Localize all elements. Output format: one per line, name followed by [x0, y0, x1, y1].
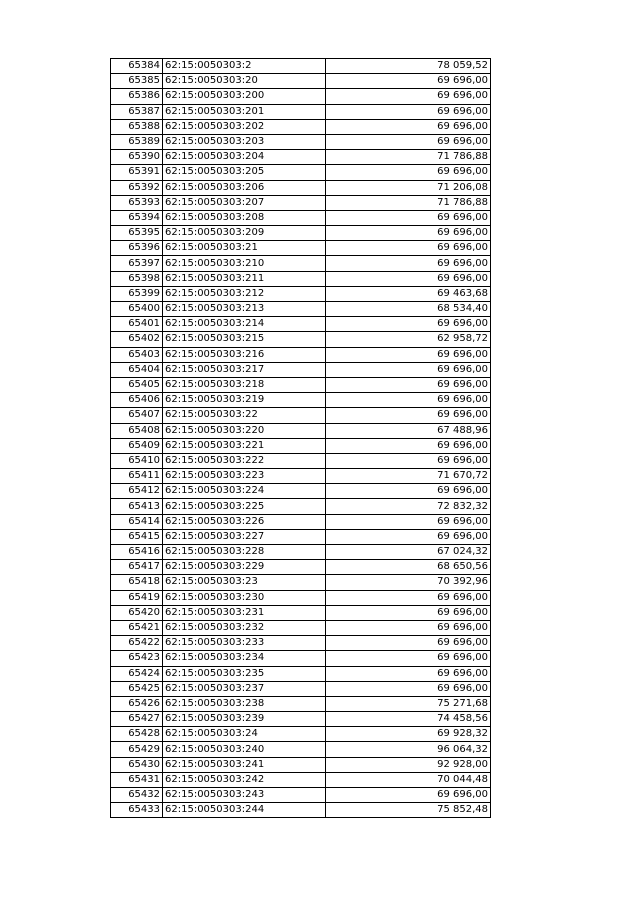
row-number-cell: 65428: [111, 727, 163, 742]
row-number-cell: 65395: [111, 226, 163, 241]
cadastral-number-cell: 62:15:0050303:220: [163, 423, 326, 438]
row-number-cell: 65420: [111, 605, 163, 620]
cadastral-number-cell: 62:15:0050303:202: [163, 119, 326, 134]
table-row: [111, 696, 491, 711]
value-cell: 74 458,56: [326, 712, 491, 727]
value-cell: 69 696,00: [326, 620, 491, 635]
row-number-cell: 65387: [111, 104, 163, 119]
row-number-cell: 65409: [111, 438, 163, 453]
value-cell: 62 958,72: [326, 332, 491, 347]
cadastral-number-cell: 62:15:0050303:232: [163, 620, 326, 635]
cadastral-number-cell: 62:15:0050303:241: [163, 757, 326, 772]
value-cell: 70 044,48: [326, 772, 491, 787]
cadastral-number-cell: 62:15:0050303:243: [163, 788, 326, 803]
table-row: [111, 438, 491, 453]
row-number-cell: 65403: [111, 347, 163, 362]
row-number-cell: 65421: [111, 620, 163, 635]
value-cell: 69 696,00: [326, 636, 491, 651]
table-row: [111, 226, 491, 241]
table-row: [111, 59, 491, 74]
row-number-cell: 65404: [111, 362, 163, 377]
table-row: [111, 514, 491, 529]
cadastral-number-cell: 62:15:0050303:228: [163, 545, 326, 560]
value-cell: 69 696,00: [326, 529, 491, 544]
value-cell: 69 696,00: [326, 514, 491, 529]
cadastral-number-cell: 62:15:0050303:216: [163, 347, 326, 362]
row-number-cell: 65400: [111, 302, 163, 317]
row-number-cell: 65393: [111, 195, 163, 210]
table-row: [111, 636, 491, 651]
row-number-cell: 65430: [111, 757, 163, 772]
table-row: [111, 484, 491, 499]
table-row: [111, 104, 491, 119]
cadastral-number-cell: 62:15:0050303:244: [163, 803, 326, 818]
value-cell: 69 696,00: [326, 241, 491, 256]
row-number-cell: 65391: [111, 165, 163, 180]
cadastral-number-cell: 62:15:0050303:222: [163, 453, 326, 468]
value-cell: 69 696,00: [326, 256, 491, 271]
table-row: [111, 803, 491, 818]
row-number-cell: 65396: [111, 241, 163, 256]
table-row: [111, 332, 491, 347]
value-cell: 69 928,32: [326, 727, 491, 742]
table-row: [111, 651, 491, 666]
cadastral-number-cell: 62:15:0050303:21: [163, 241, 326, 256]
value-cell: 69 696,00: [326, 165, 491, 180]
table-row: [111, 408, 491, 423]
table-body: [111, 59, 491, 818]
table-row: [111, 347, 491, 362]
row-number-cell: 65413: [111, 499, 163, 514]
table-row: [111, 605, 491, 620]
table-row: [111, 772, 491, 787]
value-cell: 69 696,00: [326, 347, 491, 362]
row-number-cell: 65414: [111, 514, 163, 529]
table-row: [111, 89, 491, 104]
cadastral-number-cell: 62:15:0050303:234: [163, 651, 326, 666]
row-number-cell: 65429: [111, 742, 163, 757]
cadastral-number-cell: 62:15:0050303:240: [163, 742, 326, 757]
row-number-cell: 65386: [111, 89, 163, 104]
cadastral-number-cell: 62:15:0050303:230: [163, 590, 326, 605]
row-number-cell: 65410: [111, 453, 163, 468]
value-cell: 71 206,08: [326, 180, 491, 195]
value-cell: 70 392,96: [326, 575, 491, 590]
row-number-cell: 65399: [111, 286, 163, 301]
row-number-cell: 65416: [111, 545, 163, 560]
cadastral-number-cell: 62:15:0050303:201: [163, 104, 326, 119]
row-number-cell: 65397: [111, 256, 163, 271]
cadastral-number-cell: 62:15:0050303:206: [163, 180, 326, 195]
value-cell: 69 696,00: [326, 119, 491, 134]
value-cell: 69 696,00: [326, 788, 491, 803]
value-cell: 75 852,48: [326, 803, 491, 818]
cadastral-number-cell: 62:15:0050303:233: [163, 636, 326, 651]
cadastral-number-cell: 62:15:0050303:227: [163, 529, 326, 544]
cadastral-number-cell: 62:15:0050303:229: [163, 560, 326, 575]
table-row: [111, 499, 491, 514]
value-cell: 72 832,32: [326, 499, 491, 514]
value-cell: 69 696,00: [326, 104, 491, 119]
table-row: [111, 362, 491, 377]
value-cell: 78 059,52: [326, 59, 491, 74]
row-number-cell: 65407: [111, 408, 163, 423]
cadastral-number-cell: 62:15:0050303:238: [163, 696, 326, 711]
cadastral-number-cell: 62:15:0050303:242: [163, 772, 326, 787]
cadastral-number-cell: 62:15:0050303:217: [163, 362, 326, 377]
row-number-cell: 65432: [111, 788, 163, 803]
table-row: [111, 423, 491, 438]
data-table: [110, 58, 491, 818]
cadastral-number-cell: 62:15:0050303:231: [163, 605, 326, 620]
cadastral-number-cell: 62:15:0050303:224: [163, 484, 326, 499]
value-cell: 67 488,96: [326, 423, 491, 438]
row-number-cell: 65431: [111, 772, 163, 787]
value-cell: 69 696,00: [326, 590, 491, 605]
row-number-cell: 65417: [111, 560, 163, 575]
cadastral-number-cell: 62:15:0050303:213: [163, 302, 326, 317]
table-row: [111, 712, 491, 727]
table-row: [111, 590, 491, 605]
table-row: [111, 529, 491, 544]
table-row: [111, 317, 491, 332]
row-number-cell: 65405: [111, 377, 163, 392]
row-number-cell: 65411: [111, 469, 163, 484]
table-row: [111, 788, 491, 803]
row-number-cell: 65418: [111, 575, 163, 590]
row-number-cell: 65423: [111, 651, 163, 666]
value-cell: 69 696,00: [326, 651, 491, 666]
value-cell: 69 696,00: [326, 226, 491, 241]
cadastral-number-cell: 62:15:0050303:218: [163, 377, 326, 392]
cadastral-number-cell: 62:15:0050303:2: [163, 59, 326, 74]
table-row: [111, 620, 491, 635]
row-number-cell: 65427: [111, 712, 163, 727]
cadastral-number-cell: 62:15:0050303:22: [163, 408, 326, 423]
cadastral-number-cell: 62:15:0050303:205: [163, 165, 326, 180]
value-cell: 96 064,32: [326, 742, 491, 757]
value-cell: 71 786,88: [326, 195, 491, 210]
row-number-cell: 65390: [111, 150, 163, 165]
row-number-cell: 65392: [111, 180, 163, 195]
cadastral-number-cell: 62:15:0050303:221: [163, 438, 326, 453]
table-row: [111, 286, 491, 301]
table-row: [111, 681, 491, 696]
table-row: [111, 757, 491, 772]
row-number-cell: 65388: [111, 119, 163, 134]
cadastral-number-cell: 62:15:0050303:208: [163, 210, 326, 225]
table-row: [111, 241, 491, 256]
row-number-cell: 65412: [111, 484, 163, 499]
row-number-cell: 65384: [111, 59, 163, 74]
value-cell: 69 696,00: [326, 666, 491, 681]
table-row: [111, 575, 491, 590]
row-number-cell: 65406: [111, 393, 163, 408]
value-cell: 69 696,00: [326, 271, 491, 286]
table-row: [111, 742, 491, 757]
value-cell: 69 696,00: [326, 377, 491, 392]
cadastral-number-cell: 62:15:0050303:20: [163, 74, 326, 89]
table-row: [111, 453, 491, 468]
row-number-cell: 65422: [111, 636, 163, 651]
value-cell: 69 696,00: [326, 681, 491, 696]
table-row: [111, 210, 491, 225]
table-row: [111, 150, 491, 165]
cadastral-number-cell: 62:15:0050303:239: [163, 712, 326, 727]
table-row: [111, 74, 491, 89]
value-cell: 75 271,68: [326, 696, 491, 711]
row-number-cell: 65426: [111, 696, 163, 711]
table-row: [111, 377, 491, 392]
cadastral-number-cell: 62:15:0050303:23: [163, 575, 326, 590]
cadastral-number-cell: 62:15:0050303:219: [163, 393, 326, 408]
cadastral-number-cell: 62:15:0050303:235: [163, 666, 326, 681]
row-number-cell: 65401: [111, 317, 163, 332]
row-number-cell: 65425: [111, 681, 163, 696]
row-number-cell: 65424: [111, 666, 163, 681]
cadastral-number-cell: 62:15:0050303:215: [163, 332, 326, 347]
table-row: [111, 727, 491, 742]
cadastral-number-cell: 62:15:0050303:24: [163, 727, 326, 742]
table-row: [111, 165, 491, 180]
value-cell: 71 786,88: [326, 150, 491, 165]
value-cell: 69 696,00: [326, 362, 491, 377]
table-row: [111, 666, 491, 681]
table-row: [111, 302, 491, 317]
cadastral-number-cell: 62:15:0050303:203: [163, 134, 326, 149]
value-cell: 71 670,72: [326, 469, 491, 484]
cadastral-number-cell: 62:15:0050303:204: [163, 150, 326, 165]
row-number-cell: 65389: [111, 134, 163, 149]
cadastral-number-cell: 62:15:0050303:211: [163, 271, 326, 286]
value-cell: 69 696,00: [326, 134, 491, 149]
row-number-cell: 65402: [111, 332, 163, 347]
value-cell: 67 024,32: [326, 545, 491, 560]
value-cell: 69 696,00: [326, 484, 491, 499]
cadastral-number-cell: 62:15:0050303:200: [163, 89, 326, 104]
value-cell: 69 696,00: [326, 393, 491, 408]
row-number-cell: 65433: [111, 803, 163, 818]
cadastral-number-cell: 62:15:0050303:223: [163, 469, 326, 484]
cadastral-number-cell: 62:15:0050303:209: [163, 226, 326, 241]
value-cell: 69 696,00: [326, 210, 491, 225]
row-number-cell: 65408: [111, 423, 163, 438]
row-number-cell: 65394: [111, 210, 163, 225]
value-cell: 69 696,00: [326, 438, 491, 453]
row-number-cell: 65419: [111, 590, 163, 605]
cadastral-number-cell: 62:15:0050303:207: [163, 195, 326, 210]
table-row: [111, 256, 491, 271]
value-cell: 69 696,00: [326, 317, 491, 332]
cadastral-number-cell: 62:15:0050303:210: [163, 256, 326, 271]
value-cell: 69 696,00: [326, 408, 491, 423]
value-cell: 69 696,00: [326, 74, 491, 89]
table-row: [111, 271, 491, 286]
row-number-cell: 65415: [111, 529, 163, 544]
value-cell: 69 696,00: [326, 89, 491, 104]
value-cell: 69 696,00: [326, 605, 491, 620]
value-cell: 69 696,00: [326, 453, 491, 468]
table-row: [111, 195, 491, 210]
row-number-cell: 65385: [111, 74, 163, 89]
table-row: [111, 545, 491, 560]
value-cell: 92 928,00: [326, 757, 491, 772]
value-cell: 68 650,56: [326, 560, 491, 575]
cadastral-number-cell: 62:15:0050303:214: [163, 317, 326, 332]
row-number-cell: 65398: [111, 271, 163, 286]
table-row: [111, 180, 491, 195]
table-row: [111, 560, 491, 575]
cadastral-number-cell: 62:15:0050303:237: [163, 681, 326, 696]
cadastral-number-cell: 62:15:0050303:212: [163, 286, 326, 301]
cadastral-number-cell: 62:15:0050303:226: [163, 514, 326, 529]
table-row: [111, 119, 491, 134]
cadastral-number-cell: 62:15:0050303:225: [163, 499, 326, 514]
table-row: [111, 134, 491, 149]
value-cell: 68 534,40: [326, 302, 491, 317]
table-row: [111, 393, 491, 408]
table-row: [111, 469, 491, 484]
value-cell: 69 463,68: [326, 286, 491, 301]
